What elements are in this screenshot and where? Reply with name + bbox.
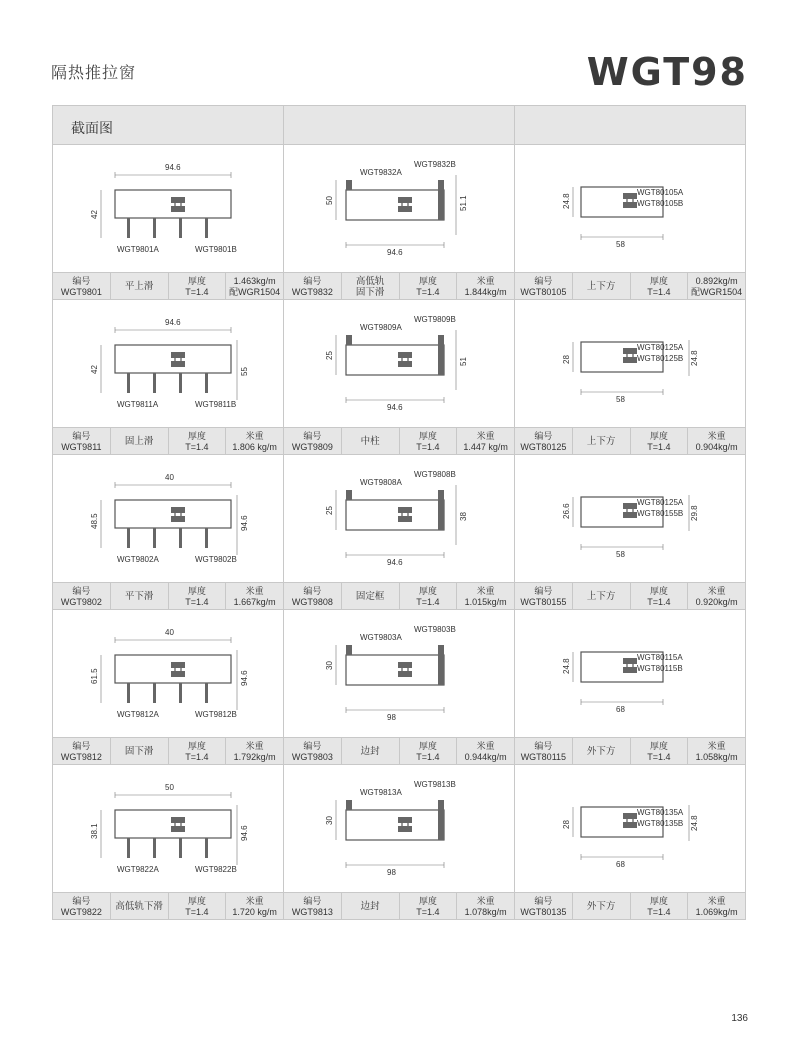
profile-thickness: 厚度 T=1.4 — [400, 273, 458, 300]
profile-thickness: 厚度 T=1.4 — [400, 583, 458, 610]
profile-drawing — [53, 610, 284, 737]
drawing-cell — [284, 610, 515, 737]
drawing-cell — [284, 455, 515, 582]
part-label-b: WGT9808B — [414, 470, 456, 479]
profile-thickness: 厚度 T=1.4 — [631, 738, 689, 765]
profile-thickness: 厚度 T=1.4 — [169, 738, 227, 765]
info-cell — [53, 428, 284, 455]
dimension-width: 50 — [165, 783, 174, 792]
dimension-height: 28 — [562, 355, 571, 364]
profile-code: 编号 WGT80155 — [515, 583, 573, 610]
part-label-a: WGT9801A — [117, 245, 159, 254]
part-label-a: WGT9813A — [360, 788, 402, 797]
part-label-b: WGT9803B — [414, 625, 456, 634]
drawing-cell — [53, 145, 284, 272]
profile-drawing — [515, 145, 746, 272]
dimension-height: 38.1 — [90, 823, 99, 839]
page-number: 136 — [731, 1013, 748, 1024]
profile-weight: 米重 1.792kg/m — [233, 740, 276, 762]
info-cell — [53, 893, 284, 920]
dimension-width: 94.6 — [387, 558, 403, 567]
dimension-height-right: 24.8 — [690, 815, 699, 831]
info-row — [53, 582, 746, 610]
part-label-a: WGT80135A — [637, 808, 684, 817]
part-label-b: WGT9813B — [414, 780, 456, 789]
profile-thickness: 厚度 T=1.4 — [169, 893, 227, 920]
part-label-b: WGT9811B — [195, 400, 237, 409]
dimension-width: 58 — [616, 395, 625, 404]
profile-weight: 米重 1.720 kg/m — [232, 895, 277, 917]
info-row — [53, 427, 746, 455]
dimension-width: 40 — [165, 473, 174, 482]
profile-thickness: 厚度 T=1.4 — [400, 893, 458, 920]
drawing-cell — [515, 145, 746, 272]
profile-thickness: 厚度 T=1.4 — [169, 273, 227, 300]
part-label-a: WGT9811A — [117, 400, 159, 409]
drawing-row — [53, 455, 746, 582]
profile-drawing — [53, 455, 284, 582]
dimension-height: 24.8 — [562, 193, 571, 209]
part-label-a: WGT9802A — [117, 555, 159, 564]
part-label-b: WGT80135B — [637, 819, 684, 828]
profile-code: 编号 WGT9808 — [284, 583, 342, 610]
part-label-b: WGT80125B — [637, 354, 684, 363]
profile-drawing — [515, 765, 746, 892]
profile-code: 编号 WGT9813 — [284, 893, 342, 920]
dimension-height-right: 55 — [240, 367, 249, 376]
drawing-cell — [515, 300, 746, 427]
profile-name: 外下方 — [573, 738, 631, 765]
dimension-height-right: 94.6 — [240, 825, 249, 841]
profile-drawing — [515, 455, 746, 582]
dimension-height: 42 — [90, 365, 99, 374]
profile-drawing — [53, 765, 284, 892]
profile-name: 中柱 — [342, 428, 400, 455]
part-label-b: WGT9801B — [195, 245, 237, 254]
dimension-width: 94.6 — [387, 248, 403, 257]
part-label-b: WGT9802B — [195, 555, 237, 564]
drawing-row — [53, 765, 746, 892]
dimension-width: 94.6 — [387, 403, 403, 412]
dimension-height-right: 51 — [459, 357, 468, 366]
dimension-height: 50 — [325, 196, 334, 205]
info-cell — [515, 583, 746, 610]
drawing-row — [53, 300, 746, 427]
profile-name: 上下方 — [573, 273, 631, 300]
drawing-cell — [284, 145, 515, 272]
profile-drawing — [53, 300, 284, 427]
profile-name: 平下滑 — [111, 583, 169, 610]
info-cell — [284, 738, 515, 765]
profile-name: 边封 — [342, 738, 400, 765]
part-label-b: WGT80105B — [637, 199, 684, 208]
dimension-width: 68 — [616, 860, 625, 869]
dimension-height-right: 51.1 — [459, 195, 468, 211]
dimension-height-right: 24.8 — [690, 350, 699, 366]
dimension-height: 30 — [325, 661, 334, 670]
part-label-a: WGT9822A — [117, 865, 159, 874]
profile-drawing — [53, 145, 284, 272]
profile-name: 上下方 — [573, 583, 631, 610]
info-row — [53, 737, 746, 765]
profile-code: 编号 WGT9801 — [53, 273, 111, 300]
part-label-a: WGT9812A — [117, 710, 159, 719]
drawing-cell — [53, 300, 284, 427]
profile-thickness: 厚度 T=1.4 — [631, 273, 689, 300]
drawing-cell — [53, 610, 284, 737]
profile-code: 编号 WGT80115 — [515, 738, 573, 765]
part-label-b: WGT9812B — [195, 710, 237, 719]
profile-name: 平上滑 — [111, 273, 169, 300]
part-label-b: WGT9822B — [195, 865, 237, 874]
dimension-height: 24.8 — [562, 658, 571, 674]
dimension-width: 98 — [387, 868, 396, 877]
profile-thickness: 厚度 T=1.4 — [631, 893, 689, 920]
profile-thickness: 厚度 T=1.4 — [631, 428, 689, 455]
profile-thickness: 厚度 T=1.4 — [400, 428, 458, 455]
dimension-height-right: 29.8 — [690, 505, 699, 521]
profile-drawing — [284, 765, 515, 892]
dimension-height: 48.5 — [90, 513, 99, 529]
info-cell — [53, 738, 284, 765]
profile-drawing — [284, 610, 515, 737]
info-row — [53, 892, 746, 920]
part-label-b: WGT80155B — [637, 509, 684, 518]
profile-weight: 米重 1.844kg/m — [464, 275, 507, 297]
drawing-cell — [515, 765, 746, 892]
profile-code: 编号 WGT9802 — [53, 583, 111, 610]
info-cell — [284, 583, 515, 610]
drawing-cell — [515, 610, 746, 737]
dimension-width: 58 — [616, 240, 625, 249]
dimension-height-right: 38 — [459, 512, 468, 521]
dimension-height: 26.6 — [562, 503, 571, 519]
dimension-width: 94.6 — [165, 318, 181, 327]
dimension-height-right: 94.6 — [240, 515, 249, 531]
profile-weight: 米重 0.944kg/m — [464, 740, 507, 762]
profile-weight: 米重 0.920kg/m — [695, 585, 738, 607]
profile-code: 编号 WGT9809 — [284, 428, 342, 455]
dimension-height-right: 94.6 — [240, 670, 249, 686]
drawing-cell — [284, 765, 515, 892]
drawing-cell — [53, 765, 284, 892]
info-row — [53, 272, 746, 300]
drawing-row — [53, 610, 746, 737]
dimension-width: 94.6 — [165, 163, 181, 172]
info-cell — [284, 428, 515, 455]
dimension-height: 61.5 — [90, 668, 99, 684]
part-label-a: WGT80125A — [637, 343, 684, 352]
part-label-a: WGT9808A — [360, 478, 402, 487]
profile-code: 编号 WGT80105 — [515, 273, 573, 300]
dimension-height: 30 — [325, 816, 334, 825]
part-label-a: WGT80105A — [637, 188, 684, 197]
profile-weight: 米重 1.078kg/m — [464, 895, 507, 917]
profile-code: 编号 WGT9822 — [53, 893, 111, 920]
profile-name: 固上滑 — [111, 428, 169, 455]
drawing-row — [53, 145, 746, 272]
profile-weight: 1.463kg/m 配WGR1504 — [229, 275, 281, 297]
dimension-height: 42 — [90, 210, 99, 219]
drawing-cell — [515, 455, 746, 582]
profile-weight: 米重 1.667kg/m — [233, 585, 276, 607]
profile-code: 编号 WGT80125 — [515, 428, 573, 455]
profile-drawing — [515, 610, 746, 737]
profile-drawing — [284, 455, 515, 582]
profile-code: 编号 WGT9812 — [53, 738, 111, 765]
dimension-height: 25 — [325, 351, 334, 360]
info-cell — [284, 273, 515, 300]
info-cell — [515, 273, 746, 300]
profile-code: 编号 WGT9832 — [284, 273, 342, 300]
part-label-a: WGT9832A — [360, 168, 402, 177]
profile-name: 固定框 — [342, 583, 400, 610]
part-label-b: WGT9809B — [414, 315, 456, 324]
info-cell — [515, 738, 746, 765]
dimension-width: 58 — [616, 550, 625, 559]
profile-code: 编号 WGT9803 — [284, 738, 342, 765]
profile-thickness: 厚度 T=1.4 — [400, 738, 458, 765]
profile-weight: 米重 1.058kg/m — [695, 740, 738, 762]
profile-weight: 米重 1.015kg/m — [464, 585, 507, 607]
profile-weight: 米重 1.447 kg/m — [463, 430, 508, 452]
info-cell — [53, 583, 284, 610]
dimension-height: 25 — [325, 506, 334, 515]
dimension-height: 28 — [562, 820, 571, 829]
drawing-cell — [53, 455, 284, 582]
profile-thickness: 厚度 T=1.4 — [631, 583, 689, 610]
profile-name: 高低轨 固下滑 — [342, 273, 400, 300]
profile-name: 固下滑 — [111, 738, 169, 765]
part-label-a: WGT9809A — [360, 323, 402, 332]
info-cell — [53, 273, 284, 300]
part-label-b: WGT80115B — [637, 664, 683, 673]
dimension-width: 98 — [387, 713, 396, 722]
profile-drawing — [284, 300, 515, 427]
profile-drawing — [284, 145, 515, 272]
profile-drawing — [515, 300, 746, 427]
page-title: 隔热推拉窗 — [51, 65, 137, 82]
profile-name: 高低轨下滑 — [111, 893, 169, 920]
profile-weight: 米重 1.069kg/m — [695, 895, 738, 917]
profile-code: 编号 WGT9811 — [53, 428, 111, 455]
profile-name: 上下方 — [573, 428, 631, 455]
dimension-width: 68 — [616, 705, 625, 714]
info-cell — [515, 428, 746, 455]
profile-name: 外下方 — [573, 893, 631, 920]
info-cell — [515, 893, 746, 920]
profile-name: 边封 — [342, 893, 400, 920]
profile-weight: 米重 0.904kg/m — [695, 430, 738, 452]
profile-thickness: 厚度 T=1.4 — [169, 428, 227, 455]
part-label-a: WGT80125A — [637, 498, 684, 507]
section-label: 截面图 — [71, 120, 113, 136]
profile-table — [52, 105, 746, 920]
profile-thickness: 厚度 T=1.4 — [169, 583, 227, 610]
dimension-width: 40 — [165, 628, 174, 637]
part-label-a: WGT9803A — [360, 633, 402, 642]
part-label-b: WGT9832B — [414, 160, 456, 169]
model-title: WGT98 — [586, 50, 748, 94]
profile-code: 编号 WGT80135 — [515, 893, 573, 920]
profile-weight: 米重 1.806 kg/m — [232, 430, 277, 452]
part-label-a: WGT80115A — [637, 653, 683, 662]
info-cell — [284, 893, 515, 920]
drawing-cell — [284, 300, 515, 427]
profile-weight: 0.892kg/m 配WGR1504 — [691, 275, 743, 297]
section-header — [53, 106, 746, 145]
